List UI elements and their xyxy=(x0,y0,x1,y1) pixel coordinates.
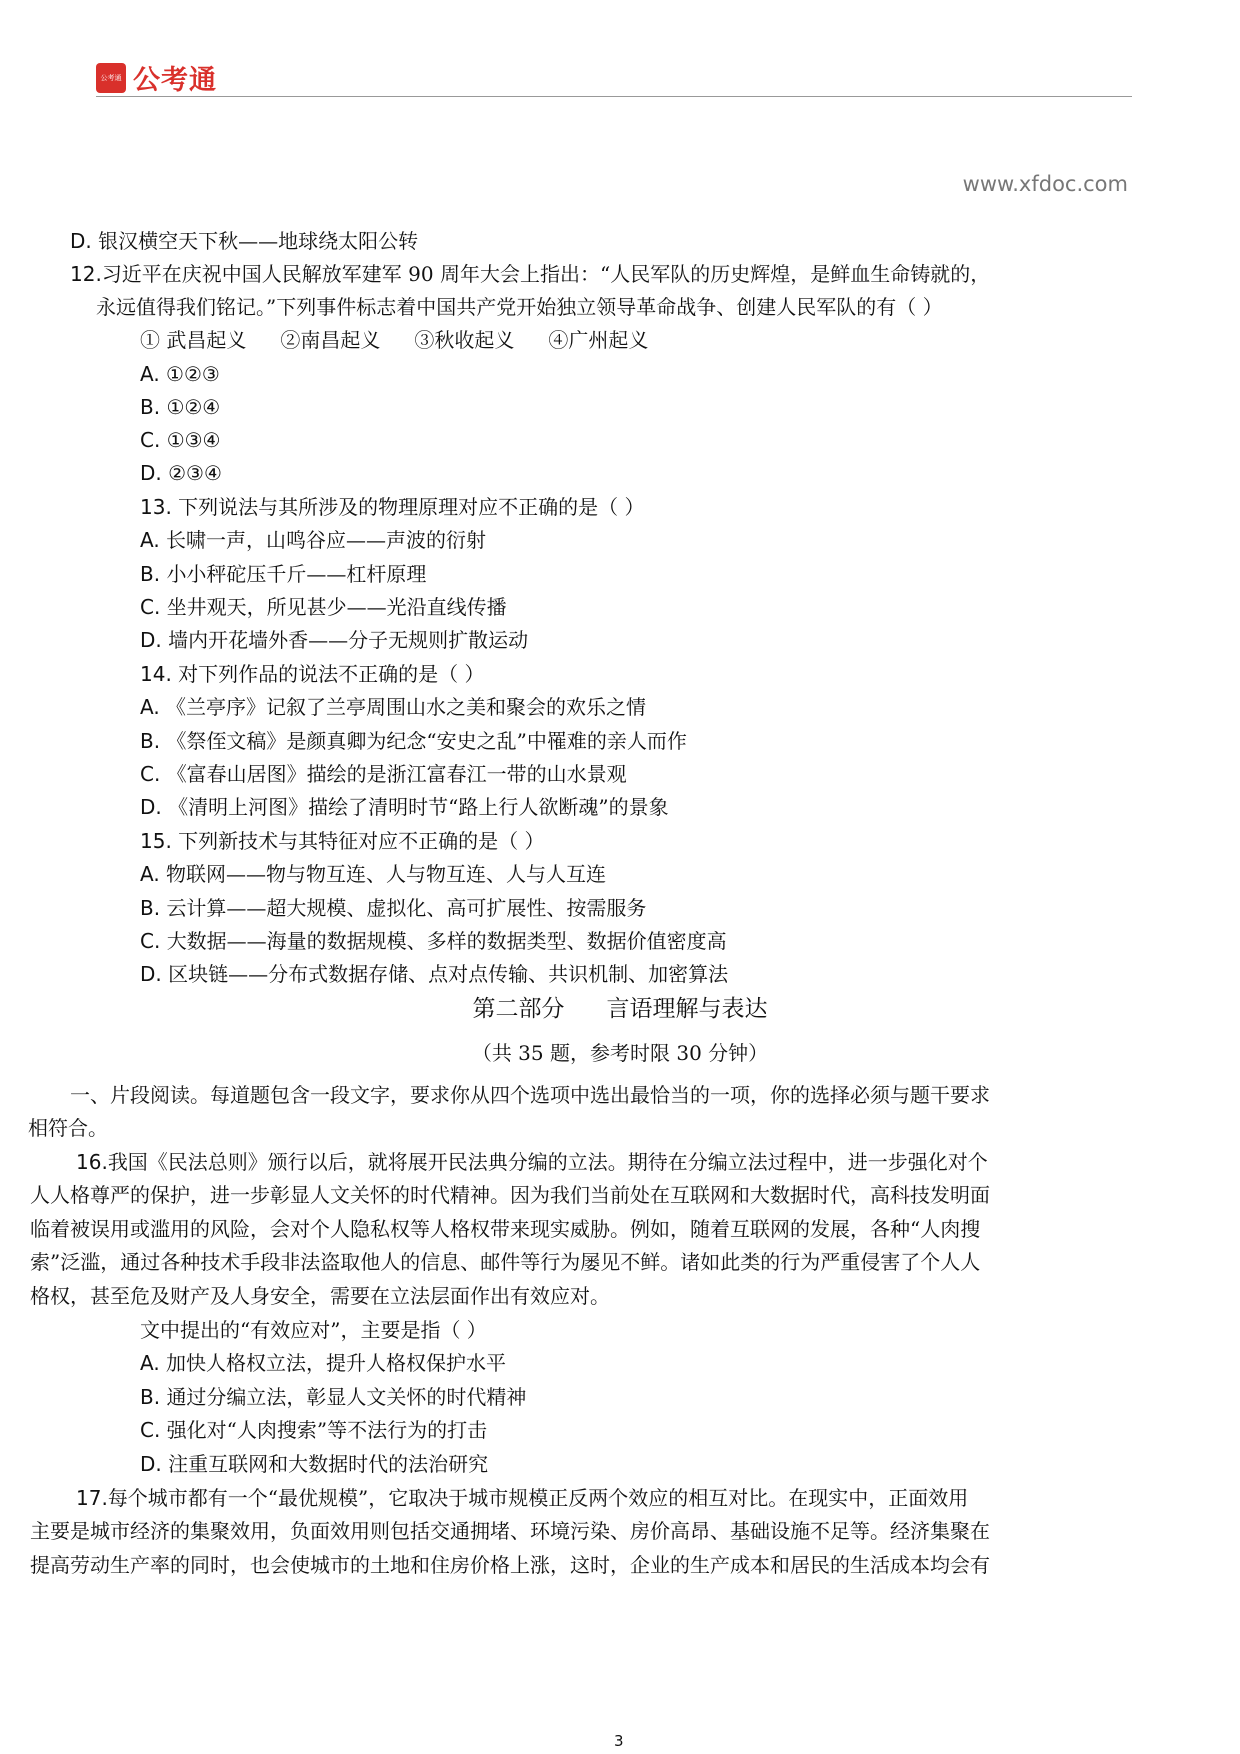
q12-option-c: C. ①③④ xyxy=(140,428,221,452)
q16-passage-line-5: 格权，甚至危及财产及人身安全，需要在立法层面作出有效应对。 xyxy=(30,1284,610,1308)
q14-stem: 14. 对下列作品的说法不正确的是（ ） xyxy=(140,662,485,686)
q12-event-4: ④广州起义 xyxy=(548,328,649,352)
q12-event-2: ②南昌起义 xyxy=(280,328,381,352)
section-title: 第二部分 言语理解与表达 xyxy=(472,996,768,1022)
q16-passage-line-4: 索”泛滥，通过各种技术手段非法盗取他人的信息、邮件等行为屡见不鲜。诸如此类的行为严重侵害了个人人 xyxy=(30,1250,981,1274)
q16-passage-line-3: 临着被误用或滥用的风险，会对个人隐私权等人格权带来现实威胁。例如，随着互联网的发展，各种“人肉搜 xyxy=(30,1217,981,1241)
q15-option-b: B. 云计算——超大规模、虚拟化、高可扩展性、按需服务 xyxy=(140,896,647,920)
q16-option-d: D. 注重互联网和大数据时代的法治研究 xyxy=(140,1452,489,1476)
q11-option-d: D. 银汉横空天下秋——地球绕太阳公转 xyxy=(70,229,419,253)
q16-option-c: C. 强化对“人肉搜索”等不法行为的打击 xyxy=(140,1418,488,1442)
section-subtitle: （共 35 题，参考时限 30 分钟） xyxy=(471,1041,769,1065)
logo-text: 公考通 xyxy=(133,65,217,96)
q14-option-d: D. 《清明上河图》描绘了清明时节“路上行人欲断魂”的景象 xyxy=(140,795,669,819)
q16-option-a: A. 加快人格权立法，提升人格权保护水平 xyxy=(140,1351,507,1375)
q14-option-a: A. 《兰亭序》记叙了兰亭周围山水之美和聚会的欢乐之情 xyxy=(140,695,647,719)
q14-option-b: B. 《祭侄文稿》是颜真卿为纪念“安史之乱”中罹难的亲人而作 xyxy=(140,729,687,753)
q14-option-c: C. 《富春山居图》描绘的是浙江富春江一带的山水景观 xyxy=(140,762,627,786)
q17-passage-line-3: 提高劳动生产率的同时，也会使城市的土地和住房价格上涨，这时，企业的生产成本和居民的生活成本均会有 xyxy=(30,1553,990,1577)
q16-passage-line-2: 人人格尊严的保护，进一步彰显人文关怀的时代精神。因为我们当前处在互联网和大数据时代，高科技发明面 xyxy=(30,1183,990,1207)
header-divider xyxy=(96,96,1132,97)
q13-option-c: C. 坐井观天，所见甚少——光沿直线传播 xyxy=(140,595,507,619)
instruction-line-2: 相符合。 xyxy=(28,1116,108,1140)
q16-question: 文中提出的“有效应对”，主要是指（ ） xyxy=(140,1318,487,1342)
q16-passage-line-1: 16.我国《民法总则》颁行以后，就将展开民法典分编的立法。期待在分编立法过程中，进一步强化对个 xyxy=(76,1150,988,1174)
q12-event-1: ① 武昌起义 xyxy=(140,328,247,352)
q17-passage-line-2: 主要是城市经济的集聚效用，负面效用则包括交通拥堵、环境污染、房价高昂、基础设施不足等。经济集聚在 xyxy=(30,1519,990,1543)
q13-option-a: A. 长啸一声，山鸣谷应——声波的衍射 xyxy=(140,528,487,552)
instruction-line-1: 一、片段阅读。每道题包含一段文字，要求你从四个选项中选出最恰当的一项，你的选择必须与题干要求 xyxy=(70,1083,990,1107)
q13-option-d: D. 墙内开花墙外香——分子无规则扩散运动 xyxy=(140,628,529,652)
logo-badge: 公考通 xyxy=(96,63,126,93)
page-number: 3 xyxy=(614,1732,624,1750)
q12-option-d: D. ②③④ xyxy=(140,461,222,485)
q15-stem: 15. 下列新技术与其特征对应不正确的是（ ） xyxy=(140,829,545,853)
q12-option-a: A. ①②③ xyxy=(140,362,220,386)
q12-event-3: ③秋收起义 xyxy=(414,328,515,352)
q17-passage-line-1: 17.每个城市都有一个“最优规模”，它取决于城市规模正反两个效应的相互对比。在现实中，正面效用 xyxy=(76,1486,969,1510)
q12-stem-line-2: 永远值得我们铭记。”下列事件标志着中国共产党开始独立领导革命战争、创建人民军队的有（ ） xyxy=(96,295,943,319)
q12-stem-line-1: 12.习近平在庆祝中国人民解放军建军 90 周年大会上指出：“人民军队的历史辉煌，是鲜血生命铸就的， xyxy=(70,262,991,286)
q15-option-a: A. 物联网——物与物互连、人与物互连、人与人互连 xyxy=(140,862,607,886)
q13-stem: 13. 下列说法与其所涉及的物理原理对应不正确的是（ ） xyxy=(140,495,645,519)
site-logo xyxy=(96,58,217,97)
q15-option-d: D. 区块链——分布式数据存储、点对点传输、共识机制、加密算法 xyxy=(140,962,729,986)
q12-option-b: B. ①②④ xyxy=(140,395,221,419)
q13-option-b: B. 小小秤砣压千斤——杠杆原理 xyxy=(140,562,427,586)
watermark-url: www.xfdoc.com xyxy=(962,172,1128,196)
q12-events xyxy=(140,326,648,354)
q16-option-b: B. 通过分编立法，彰显人文关怀的时代精神 xyxy=(140,1385,527,1409)
q15-option-c: C. 大数据——海量的数据规模、多样的数据类型、数据价值密度高 xyxy=(140,929,727,953)
